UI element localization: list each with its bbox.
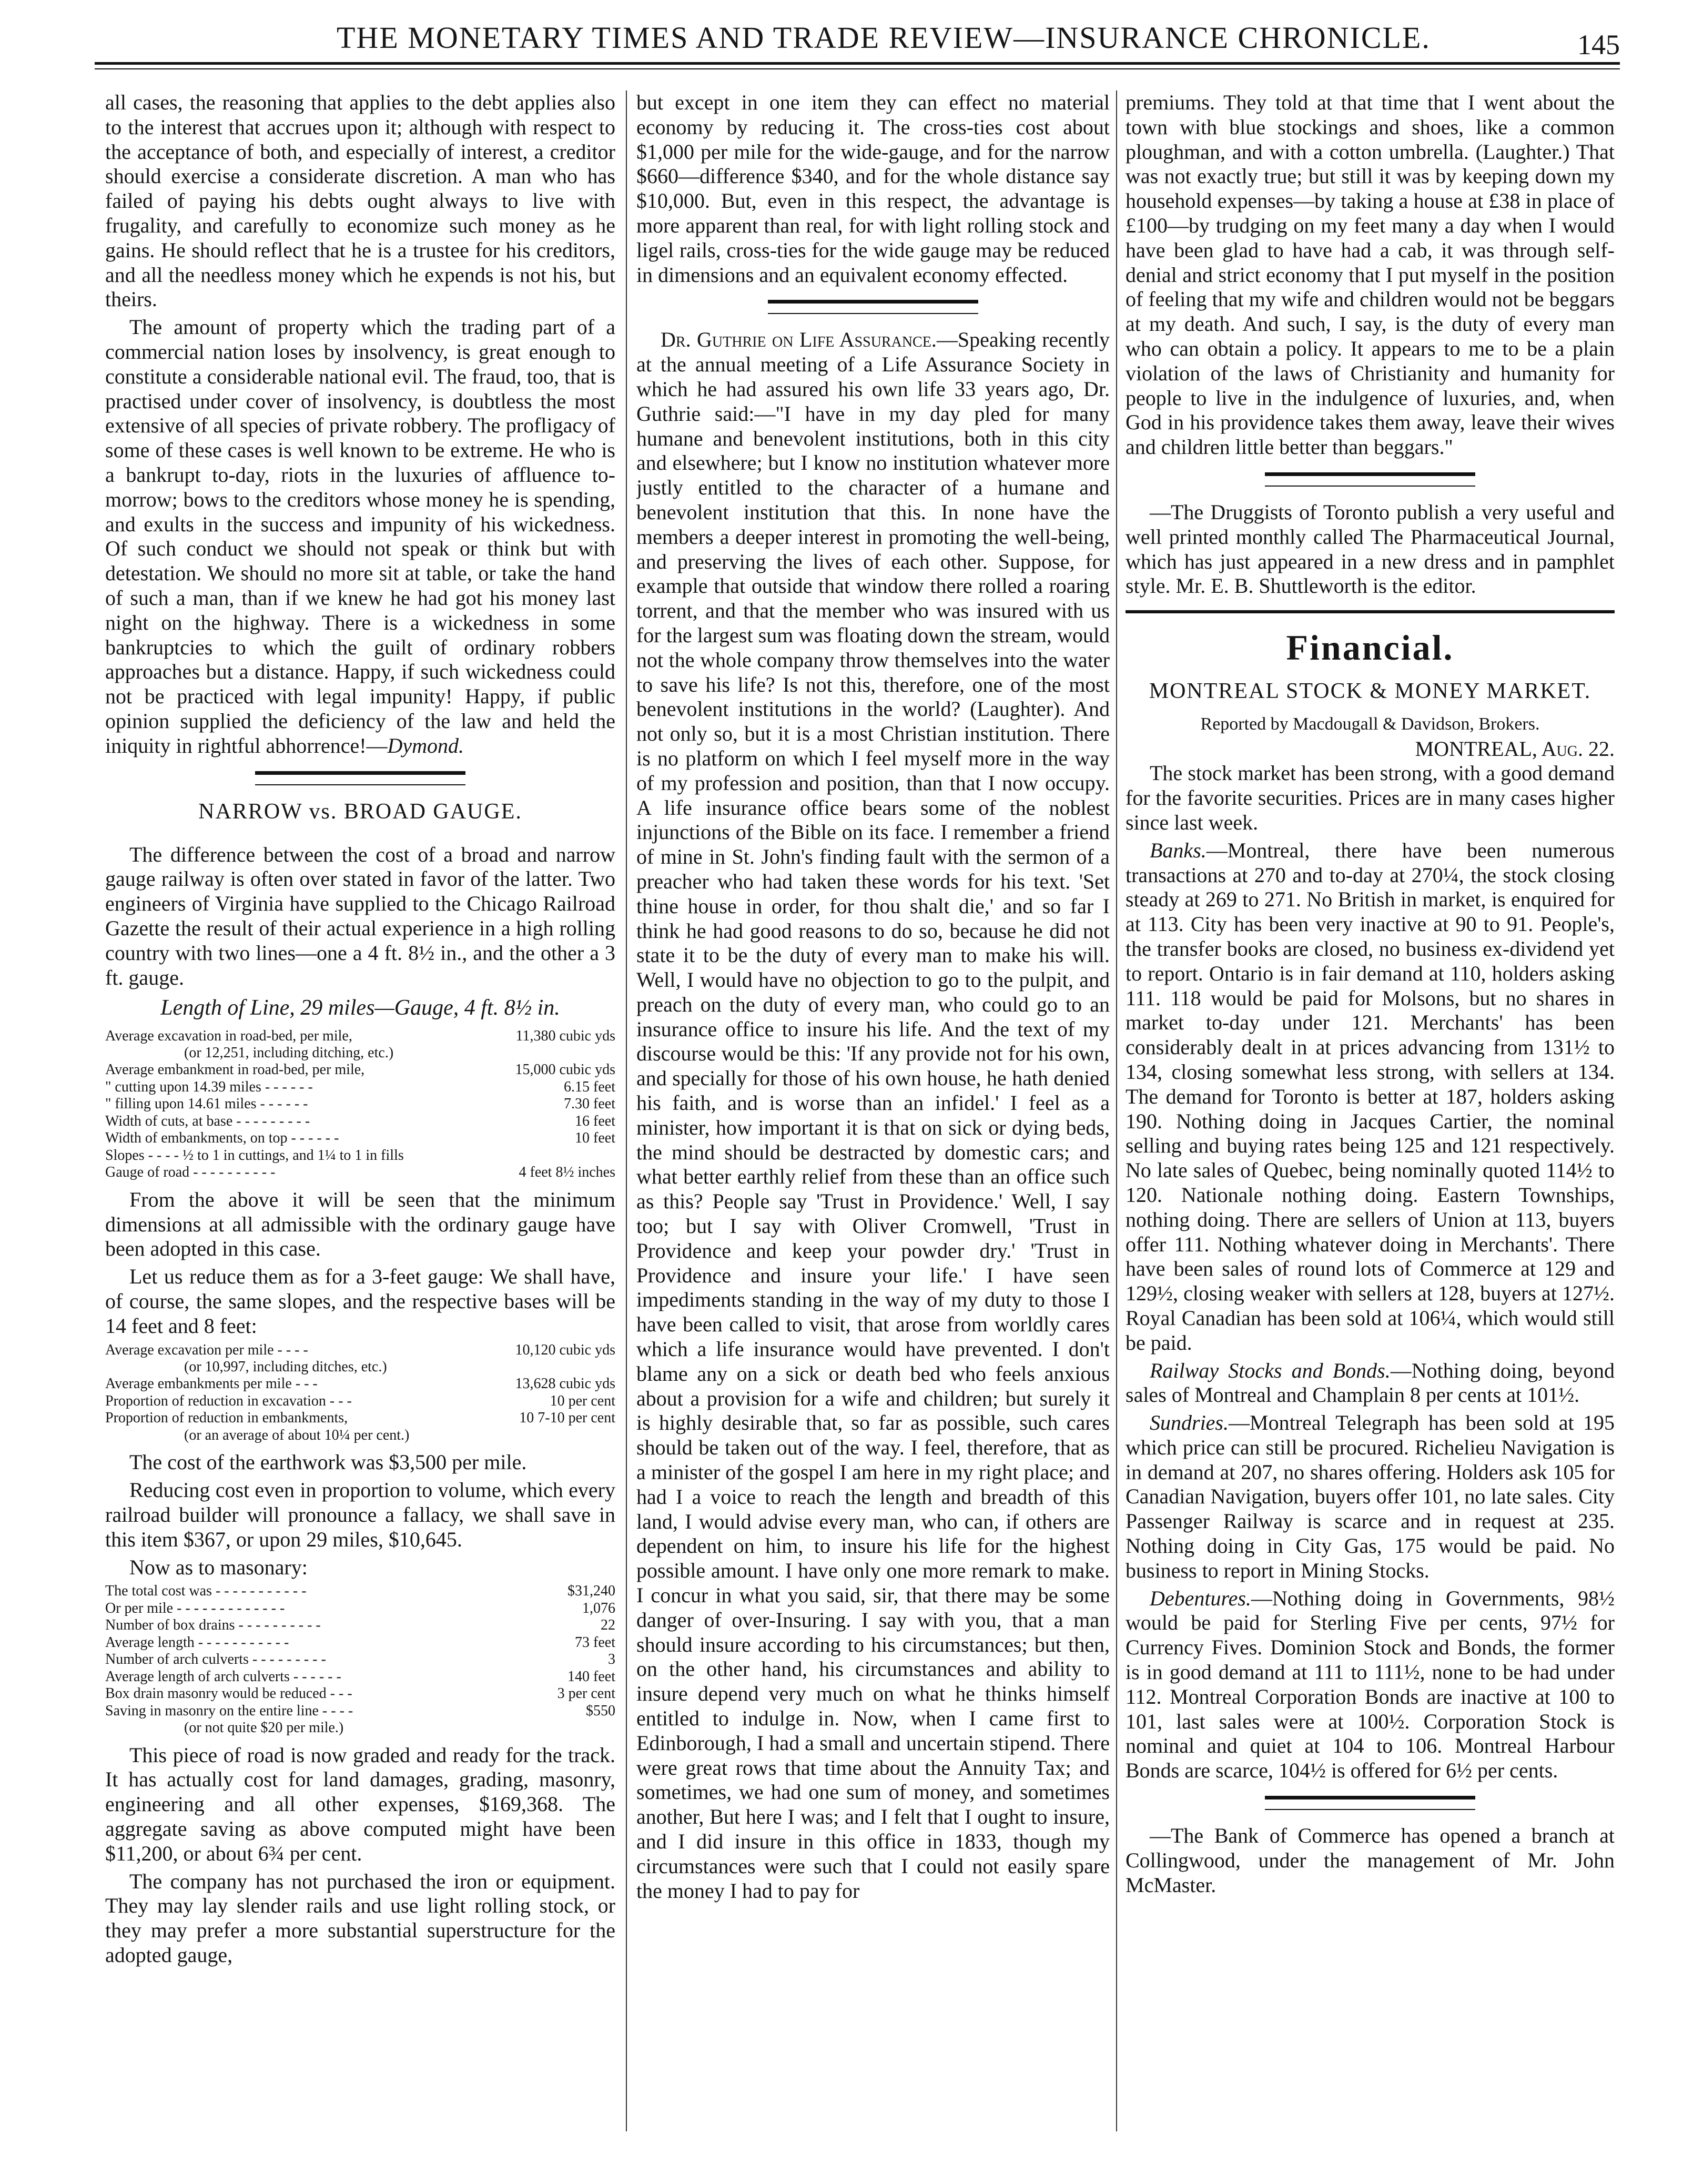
spec-value: 4 feet 8½ inches [519, 1164, 615, 1181]
gauge-continuation: but except in one item they can effect no material economy by reducing it. The cross-ties cost about $1,000 per mile for the wide-gauge, and for the narrow $660—difference $340, and for the whole distance say $10,000. But, even in this respect, the advantage is more apparent than real, for with light rolling stock and ligel rails, cross-ties for the wide gauge may be reduced in dimensions and an equivalent economy effected. [636, 90, 1110, 287]
running-head: THE MONETARY TIMES AND TRADE REVIEW—INSURANCE CHRONICLE. [337, 21, 1431, 55]
spec-row [105, 1147, 615, 1164]
railway-text: —Nothing doing, beyond sales of Montreal and Champlain 8 per cents at 101½. [1126, 1358, 1615, 1407]
guthrie-lead: Dr. Guthrie on Life Assurance. [661, 328, 937, 352]
gauge-paragraph-2: From the above it will be seen that the minimum dimensions at all admissible with the ordinary gauge have been adopted in this case. [105, 1187, 615, 1261]
spec-value: 10,120 cubic yds [515, 1341, 615, 1358]
section-separator [768, 300, 978, 314]
insolvency-paragraph-2 [105, 315, 615, 758]
spec-label: Average embankment in road-bed, per mile, [105, 1061, 365, 1078]
spec-value: 15,000 cubic yds [515, 1061, 615, 1078]
section-separator [255, 771, 465, 785]
gauge-paragraph-8: The company has not purchased the iron or equipment. They may lay slender rails and use light rolling stock, or they may prefer a more substantial superstructure for the adopted gauge, [105, 1869, 615, 1967]
spec-value: $550 [586, 1702, 615, 1719]
spec-label: Number of arch culverts - - - - - - - - - [105, 1651, 326, 1668]
spec-row [105, 1583, 615, 1600]
column-middle [636, 90, 1110, 2142]
guthrie-text: —Speaking recently at the annual meeting of a Life Assurance Society in which he had assured his own life 33 years ago, Dr. Guthrie said:—"I have in my day pled for many humane and benevolent institutions, both in this city and elsewhere; but I know no institution whatever more justly entitled to the character of a humane and benevolent institution that this. In none have the members a deeper interest in promoting the well-being, and preserving the lives of each other. Suppose, for example that outside that window there rolled a roaring torrent, and that the member who was insured with us for the largest sum was floating down the stream, would not the whole company throw themselves into the water to save his life? Is not this, therefore, one of the most benevolent institutions in the world? (Laughter). And not only so, but it is a most Christian institution. There is no platform on which I feel myself more in the way of my profession and position, than that I now occupy. A life insurance office bears some of the noblest injunctions of the Bible on its face. I remember a friend of mine in St. John's finding fault with the sermon of a preacher who had taken these words for his text. 'Set thine house in order, for thou shalt die,' and so far I think he had good reasons to do so, because he did not state it to be the duty of every man to make his will. Well, I would have no objection to go to the pulpit, and preach on the duty of every man, who could go to an insurance office to insure his life. And the text of my discourse would be this: 'If any provide not for his own, and specially for those of his own house, he hath denied his faith, and is worse than an infidel.' I feel as a minister, how important it is that on sick or dying beds, the mind should be destracted by domestic cars; and what better earthly relief from these than an office such as this? People say 'Trust in Providence.' Well, I say too; but I say with Oliver Cromwell, 'Trust in Providence and keep your powder dry.' 'Trust in Providence and insure your life.' I have seen impediments standing in the way of my duty to those I have been called to visit, that arose from worldly cares which a life insurance would have prevented. I don't blame any on a sick or death bed who feels anxious about a provision for a wife and children; but surely it is highly desirable that, so far as possible, such cares should be taken out of the way. I feel, therefore, that as a minister of the gospel I am here in my right place; and had I a voice to reach the length and breadth of this land, I would advise every man, who can, if others are dependent on him, to insure his life for the highest possible amount. I have only one more remark to make. I concur in what you said, sir, that there may be some danger of over-Insuring. I say with you, that a man should insure according to his circumstances; but then, on the other hand, his circumstances and ability to insure depend very much on what he thinks himself entitled to indulge in. Now, when I came first to Edinborough, I had a small and uncertain stipend. There were great rows that time about the Annuity Tax; and sometimes, we had one sum of money, and sometimes another, But here I was; and I felt that I ought to insure, and I did insure in this office in 1833, though my circumstances were such that I could not easily spare the money I had to pay for [636, 328, 1110, 1903]
debentures-lead: Debentures. [1150, 1586, 1251, 1610]
spec-row [105, 1427, 615, 1444]
spec-label: Average embankments per mile - - - [105, 1376, 318, 1392]
spec-value: 11,380 cubic yds [515, 1027, 615, 1044]
spec-value: 13,628 cubic yds [515, 1376, 615, 1392]
spec-label: Average length - - - - - - - - - - - [105, 1634, 289, 1651]
reported-by: Reported by Macdougall & Davidson, Brokers. [1200, 714, 1540, 734]
spec-row [105, 1669, 615, 1685]
spec-row [105, 1703, 615, 1720]
spec-value: 6.15 feet [564, 1078, 615, 1095]
dymond-attribution: Dymond. [387, 733, 464, 757]
spec-value: 1,076 [582, 1600, 615, 1616]
spec-label: (or not quite $20 per mile.) [184, 1720, 344, 1736]
banks-lead: Banks. [1150, 838, 1207, 862]
spec-table-masonry [105, 1583, 615, 1736]
spec-label: Average length of arch culverts - - - - - - [105, 1668, 341, 1685]
spec-label: Gauge of road - - - - - - - - - - [105, 1164, 276, 1181]
gauge-paragraph-4: The cost of the earthwork was $3,500 per mile. [129, 1450, 527, 1474]
financial-rule [1126, 610, 1615, 613]
insolvency-paragraph-1: all cases, the reasoning that applies to the debt applies also to the interest that accrues upon it; although with respect to the acceptance of both, and especially of interest, a creditor should exercise a considerate discretion. A man who has failed of paying his debts ought always to live with frugality, and carefully to economize such money as he gains. He should reflect that he is a trustee for his creditors, and all the needless money which he expends is not his, but theirs. [105, 90, 615, 311]
guthrie-article [636, 328, 1110, 1903]
page-header [95, 11, 1620, 68]
dateline: MONTREAL, Aug. 22. [1415, 736, 1615, 761]
spec-label: (or 10,997, including ditches, etc.) [184, 1359, 387, 1376]
spec-label: Number of box drains - - - - - - - - - - [105, 1617, 321, 1634]
section-separator [1265, 472, 1475, 487]
column-divider-left [626, 90, 627, 2131]
debentures-paragraph [1126, 1586, 1615, 1783]
spec-value: 140 feet [567, 1668, 615, 1685]
page-number: 145 [1577, 29, 1620, 60]
spec-row [105, 1617, 615, 1634]
spec-label: Slopes - - - - ½ to 1 in cuttings, and 1¼ to 1 in fills [105, 1147, 404, 1164]
spec-value: 7.30 feet [564, 1096, 615, 1113]
column-right [1126, 90, 1615, 2142]
spec-table-narrow-gauge [105, 1342, 615, 1444]
spec-row [105, 1130, 615, 1147]
spec-value: 10 7-10 per cent [519, 1410, 615, 1427]
spec-row [105, 1393, 615, 1410]
spec-label: Or per mile - - - - - - - - - - - - - [105, 1600, 285, 1616]
spec-row [105, 1685, 615, 1702]
spec-row [105, 1096, 615, 1113]
railway-lead: Railway Stocks and Bonds. [1150, 1358, 1391, 1382]
gauge-paragraph-5: Reducing cost even in proportion to volume, which every railroad builder will pronounce a fallacy, we shall save in this item $367, or upon 29 miles, $10,645. [105, 1478, 615, 1551]
spec-heading: Length of Line, 29 miles—Gauge, 4 ft. 8½ in. [160, 996, 560, 1020]
column-left [105, 90, 615, 2142]
banks-paragraph [1126, 838, 1615, 1356]
spec-value: 3 per cent [557, 1685, 615, 1702]
sundries-paragraph [1126, 1411, 1615, 1583]
spec-row [105, 1720, 615, 1736]
railway-paragraph [1126, 1359, 1615, 1408]
banks-text: —Montreal, there have been numerous transactions at 270 and to-day at 270¼, the stock closing steady at 269 to 271. No British in market, is enquired for at 113. City has been very inactive at 90 to 91. People's, the transfer books are closed, no business ex-dividend yet to report. Ontario is in fair demand at 110, holders asking 111. 118 would be paid for Molsons, but no shares in market to-day under 121. Merchants' has been considerably dealt in at prices advancing from 131½ to 134, closing somewhat less strong, with sellers at 134. The demand for Toronto is better at 187, holders asking 190. Nothing doing in Jacques Cartier, the nominal selling and buying rates being 125 and 121 respectively. No late sales of Quebec, being nominally quoted 114½ to 120. Nationale nothing doing. Eastern Townships, nothing doing. There are sellers of Union at 113, buyers offer 111. Nothing whatever doing in Merchants'. There have been sales of round lots of Commerce at 129 and 129½, closing weaker with sellers at 128, buyers at 127½. Royal Canadian has been sold at 106¼, which would still be paid. [1126, 838, 1615, 1354]
gauge-paragraph-6: Now as to masonary: [129, 1555, 308, 1579]
sundries-text: —Montreal Telegraph has been sold at 195 which price can still be procured. Richelieu Navigation is in demand at 207, no shares offering. Holders ask 105 for Canadian Navigation, buyers offer 101, no late sales. City Passenger Railway is scarce and in request at 235. Nothing doing in City Gas, 175 would be paid. No business to report in Mining Stocks. [1126, 1411, 1615, 1582]
spec-row [105, 1164, 615, 1181]
spec-row [105, 1061, 615, 1078]
guthrie-continuation: premiums. They told at that time that I went about the town with blue stockings and shoes, like a common ploughman, and with a cotton umbrella. (Laughter.) That was not exactly true; but still it was by keeping down my household expenses—by taking a house at £38 in place of £100—by trudging on my feet many a day when I would have been glad to have had a cab, it was through self-denial and strict economy that I put myself in the position of feeling that my wife and children would not be beggars at my death. And such, I say, is the duty of every man who can obtain a policy. It appears to me to be a plain violation of the laws of Christianity and humanity for people to live in the indulgence of luxuries, and, when God in his providence takes them away, leave their wives and children little better than beggars." [1126, 90, 1615, 459]
sundries-lead: Sundries. [1150, 1411, 1229, 1435]
header-rule-thin [95, 68, 1620, 69]
column-divider-right [1116, 90, 1117, 2131]
spec-row [105, 1113, 615, 1130]
spec-label: Proportion of reduction in excavation - - - [105, 1392, 352, 1409]
spec-label: Width of embankments, on top - - - - - - [105, 1130, 339, 1147]
insolvency-text: The amount of property which the trading part of a commercial nation loses by insolvency, is great enough to constitute a considerable national evil. The fraud, too, that is practised under cover of insolvency, is doubtless the most extensive of all species of private robbery. The profligacy of some of these cases is well known to be extreme. He who is a bankrupt to-day, riots in the luxuries of affluence to-morrow; bows to the creditors whose money he is spending, and exults in the success and impunity of his wickedness. Of such conduct we should not speak or think but with detestation. We should no more sit at table, or take the hand of such a man, than if we knew he had got his money last night on the highway. There is a wickedness in some bankruptcies to which the guilt of ordinary robbers approaches but a distance. Happy, if such wickedness could not be practiced with legal impunity! Happy, if public opinion supplied the deficiency of the law and held the iniquity in rightful abhorrence!— [105, 315, 615, 757]
spec-label: (or 12,251, including ditching, etc.) [184, 1045, 394, 1061]
spec-label: Box drain masonry would be reduced - - - [105, 1685, 352, 1702]
spec-value: 3 [608, 1651, 615, 1668]
spec-value: $31,240 [567, 1583, 615, 1600]
spec-label: (or an average of about 10¼ per cent.) [184, 1427, 410, 1443]
spec-label: " cutting upon 14.39 miles - - - - - - [105, 1078, 313, 1095]
section-separator [1265, 1796, 1475, 1810]
spec-value: 73 feet [575, 1634, 615, 1651]
header-rule-thick [95, 62, 1620, 65]
spec-value: 16 feet [575, 1113, 615, 1129]
spec-label: Average excavation in road-bed, per mile, [105, 1027, 352, 1044]
spec-label: Width of cuts, at base - - - - - - - - - [105, 1113, 310, 1129]
market-title: MONTREAL STOCK & MONEY MARKET. [1149, 679, 1591, 703]
druggists-note: —The Druggists of Toronto publish a very useful and well printed monthly called The Pharmaceutical Journal, which has just appeared in a new dress and in pamphlet style. Mr. E. B. Shuttleworth is the editor. [1126, 500, 1615, 598]
spec-label: Proportion of reduction in embankments, [105, 1410, 348, 1427]
gauge-article-title: NARROW vs. BROAD GAUGE. [198, 799, 522, 824]
spec-row [105, 1079, 615, 1096]
spec-label: " filling upon 14.61 miles - - - - - - [105, 1096, 308, 1113]
spec-row [105, 1376, 615, 1392]
spec-row [105, 1600, 615, 1617]
commerce-note: —The Bank of Commerce has opened a branch at Collingwood, under the management of Mr. John McMaster. [1126, 1824, 1615, 1897]
market-intro: The stock market has been strong, with a good demand for the favorite securities. Prices are in many cases higher since last week. [1126, 761, 1615, 834]
spec-table-broad-gauge [105, 1028, 615, 1181]
spec-row [105, 1634, 615, 1651]
spec-value: 22 [601, 1617, 615, 1634]
spec-label: The total cost was - - - - - - - - - - - [105, 1583, 307, 1600]
spec-row [105, 1342, 615, 1359]
spec-row [105, 1028, 615, 1045]
debentures-text: —Nothing doing in Governments, 98½ would be paid for Sterling Five per cents, 97½ for Currency Fives. Dominion Stock and Bonds, the former is in good demand at 111 to 111½, none to be had under 112. Montreal Corporation Bonds are inactive at 100 to 101, last sales were at 100½. Corporation Stock is nominal and quiet at 104 to 106. Montreal Harbour Bonds are scarce, 104½ is offered for 6½ per cents. [1126, 1586, 1615, 1783]
spec-label: Average excavation per mile - - - - [105, 1341, 308, 1358]
spec-value: 10 per cent [550, 1392, 615, 1409]
gauge-paragraph-1: The difference between the cost of a broad and narrow gauge railway is often over stated in favor of the latter. Two engineers of Virginia have supplied to the Chicago Railroad Gazette the result of their actual experience in a high rolling country with two lines—one a 4 ft. 8½ in., and the other a 3 ft. gauge. [105, 842, 615, 989]
gauge-paragraph-7: This piece of road is now graded and ready for the track. It has actually cost for land damages, grading, masonry, engineering and all other expenses, $169,368. The aggregate saving as above computed might have been $11,200, or about 6¾ per cent. [105, 1743, 615, 1865]
spec-row [105, 1410, 615, 1427]
spec-value: 10 feet [575, 1130, 615, 1147]
spec-row [105, 1359, 615, 1376]
gauge-paragraph-3: Let us reduce them as for a 3-feet gauge: We shall have, of course, the same slopes, and the respective bases will be 14 feet and 8 feet: [105, 1265, 615, 1338]
spec-row [105, 1045, 615, 1061]
financial-heading: Financial. [1286, 628, 1454, 668]
spec-label: Saving in masonry on the entire line - - - - [105, 1702, 353, 1719]
spec-row [105, 1651, 615, 1668]
